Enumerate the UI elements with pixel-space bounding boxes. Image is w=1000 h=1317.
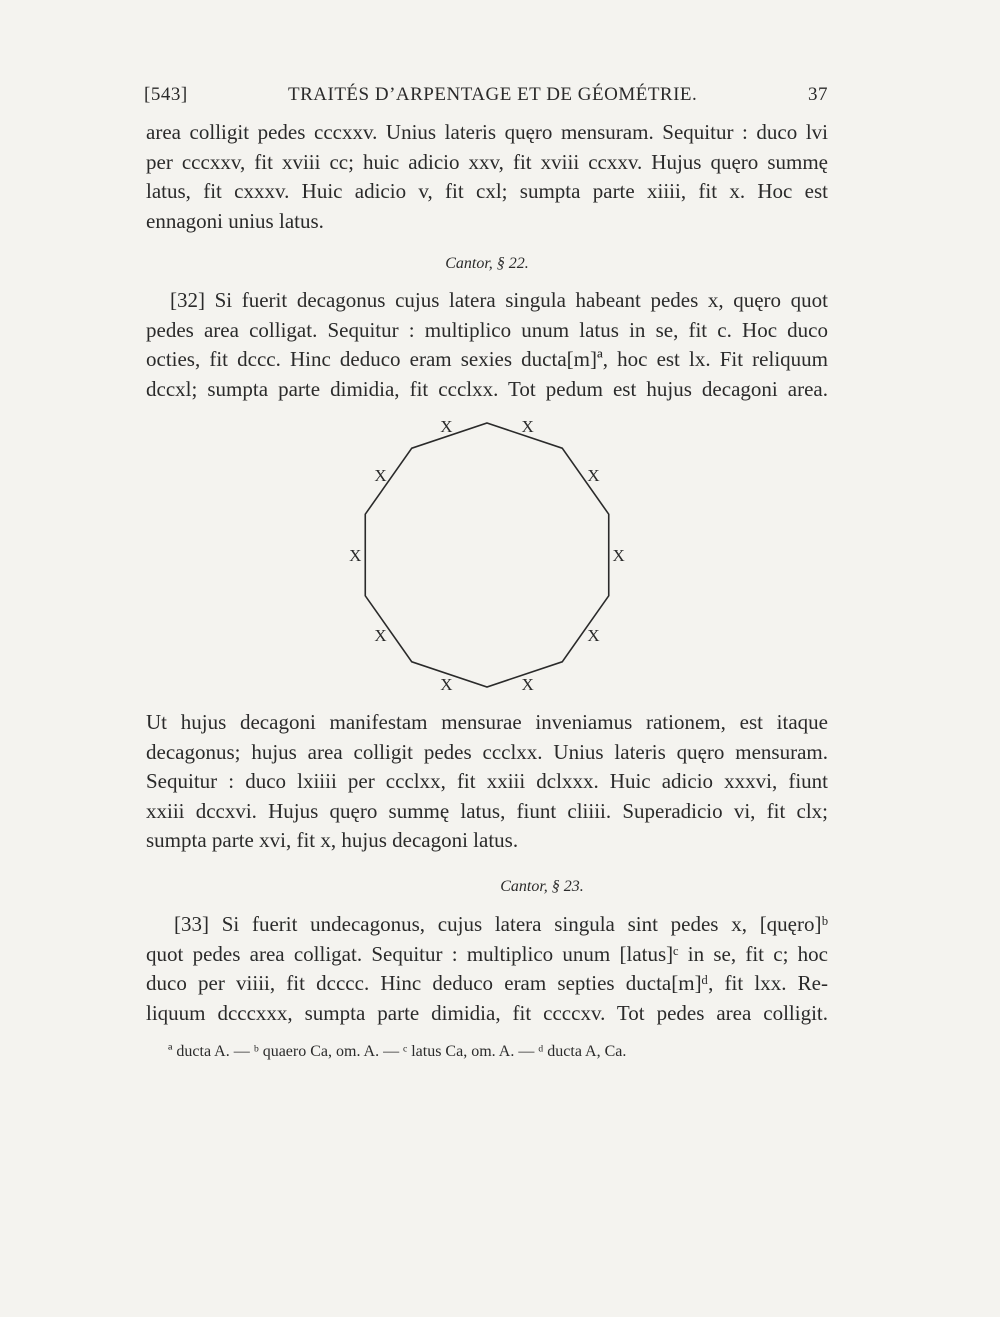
text-line: pedes area colligat. Sequitur : multiplico unum latus in se, fit c. Hoc duco — [146, 317, 828, 342]
running-header — [144, 84, 828, 114]
side-label: X — [587, 625, 600, 645]
decagon-diagram — [340, 405, 640, 705]
text-line: dccxl; sumpta parte dimidia, fit ccclxx. Tot pedum est hujus decagoni area. — [146, 376, 828, 401]
text-line: decagonus; hujus area colligit pedes ccclxx. Unius lateris quęro mensuram. — [146, 739, 828, 764]
text-line: Ut hujus decagoni manifestam mensurae inveniamus rationem, est itaque — [146, 710, 828, 734]
side-label: X — [440, 417, 453, 437]
text-line: [32] Si fuerit decagonus cujus latera singula habeant pedes x, quęro quot — [170, 288, 828, 312]
citation-cantor-22: Cantor, § 22. — [445, 255, 529, 272]
side-label: X — [612, 546, 625, 565]
header-title: TRAITÉS D’ARPENTAGE ET DE GÉOMÉTRIE. — [288, 84, 698, 105]
side-label: X — [349, 546, 362, 565]
text-line: octies, fit dccc. Hinc deduco eram sexies ducta[m]ª, hoc est lx. Fit reliquum — [146, 347, 828, 371]
decagon-figure — [340, 405, 640, 705]
paragraph-enneagon-end — [146, 118, 828, 236]
paragraph-decagon-explanation — [146, 708, 828, 856]
text-line: sumpta parte xvi, fit x, hujus decagoni latus. — [146, 828, 519, 852]
page-number: 37 — [808, 84, 828, 105]
side-label: X — [521, 417, 534, 437]
text-line: [33] Si fuerit undecagonus, cujus latera singula sint pedes x, [quęro]ᵇ — [174, 912, 828, 936]
decagon-outline — [365, 423, 608, 687]
text-line: latus, fit cxxxv. Huic adicio v, fit cxl; sumpta parte xiiii, fit x. Hoc est — [146, 179, 828, 203]
text-line: Sequitur : duco lxiiii per ccclxx, fit xxiii dclxxx. Huic adicio xxxvi, fiunt — [146, 769, 828, 793]
side-label: X — [587, 466, 600, 486]
footnotes: ª ducta A. — ᵇ quaero Ca, om. A. — ᶜ latus Ca, om. A. — ᵈ ducta A, Ca. — [168, 1043, 627, 1060]
side-label: X — [374, 625, 387, 645]
side-label: X — [521, 674, 534, 694]
text-line: quot pedes area colligat. Sequitur : multiplico unum [latus]ᶜ in se, fit c; hoc — [146, 941, 828, 966]
text-line: per cccxxv, fit xviii cc; huic adicio xxv, fit xviii ccxxv. Hujus quęro summę — [146, 149, 828, 174]
paragraph-33-undecagon — [146, 910, 828, 1028]
text-line: xxiii dccxvi. Hujus quęro summę latus, fiunt cliiii. Superadicio vi, fit clx; — [146, 798, 828, 823]
header-section-number: [543] — [144, 84, 188, 105]
text-line: ennagoni unius latus. — [146, 208, 324, 233]
text-line: liquum dcccxxx, sumpta parte dimidia, fit ccccxv. Tot pedes area colligit. — [146, 1000, 828, 1025]
side-label: X — [440, 674, 453, 694]
text-line: duco per viiii, fit dcccc. Hinc deduco eram septies ducta[m]ᵈ, fit lxx. Re- — [146, 971, 828, 995]
paragraph-32-decagon — [146, 286, 828, 404]
side-label: X — [374, 466, 387, 486]
text-line: area colligit pedes cccxxv. Unius lateris quęro mensuram. Sequitur : duco lvi — [146, 120, 828, 144]
citation-cantor-23: Cantor, § 23. — [500, 878, 584, 895]
